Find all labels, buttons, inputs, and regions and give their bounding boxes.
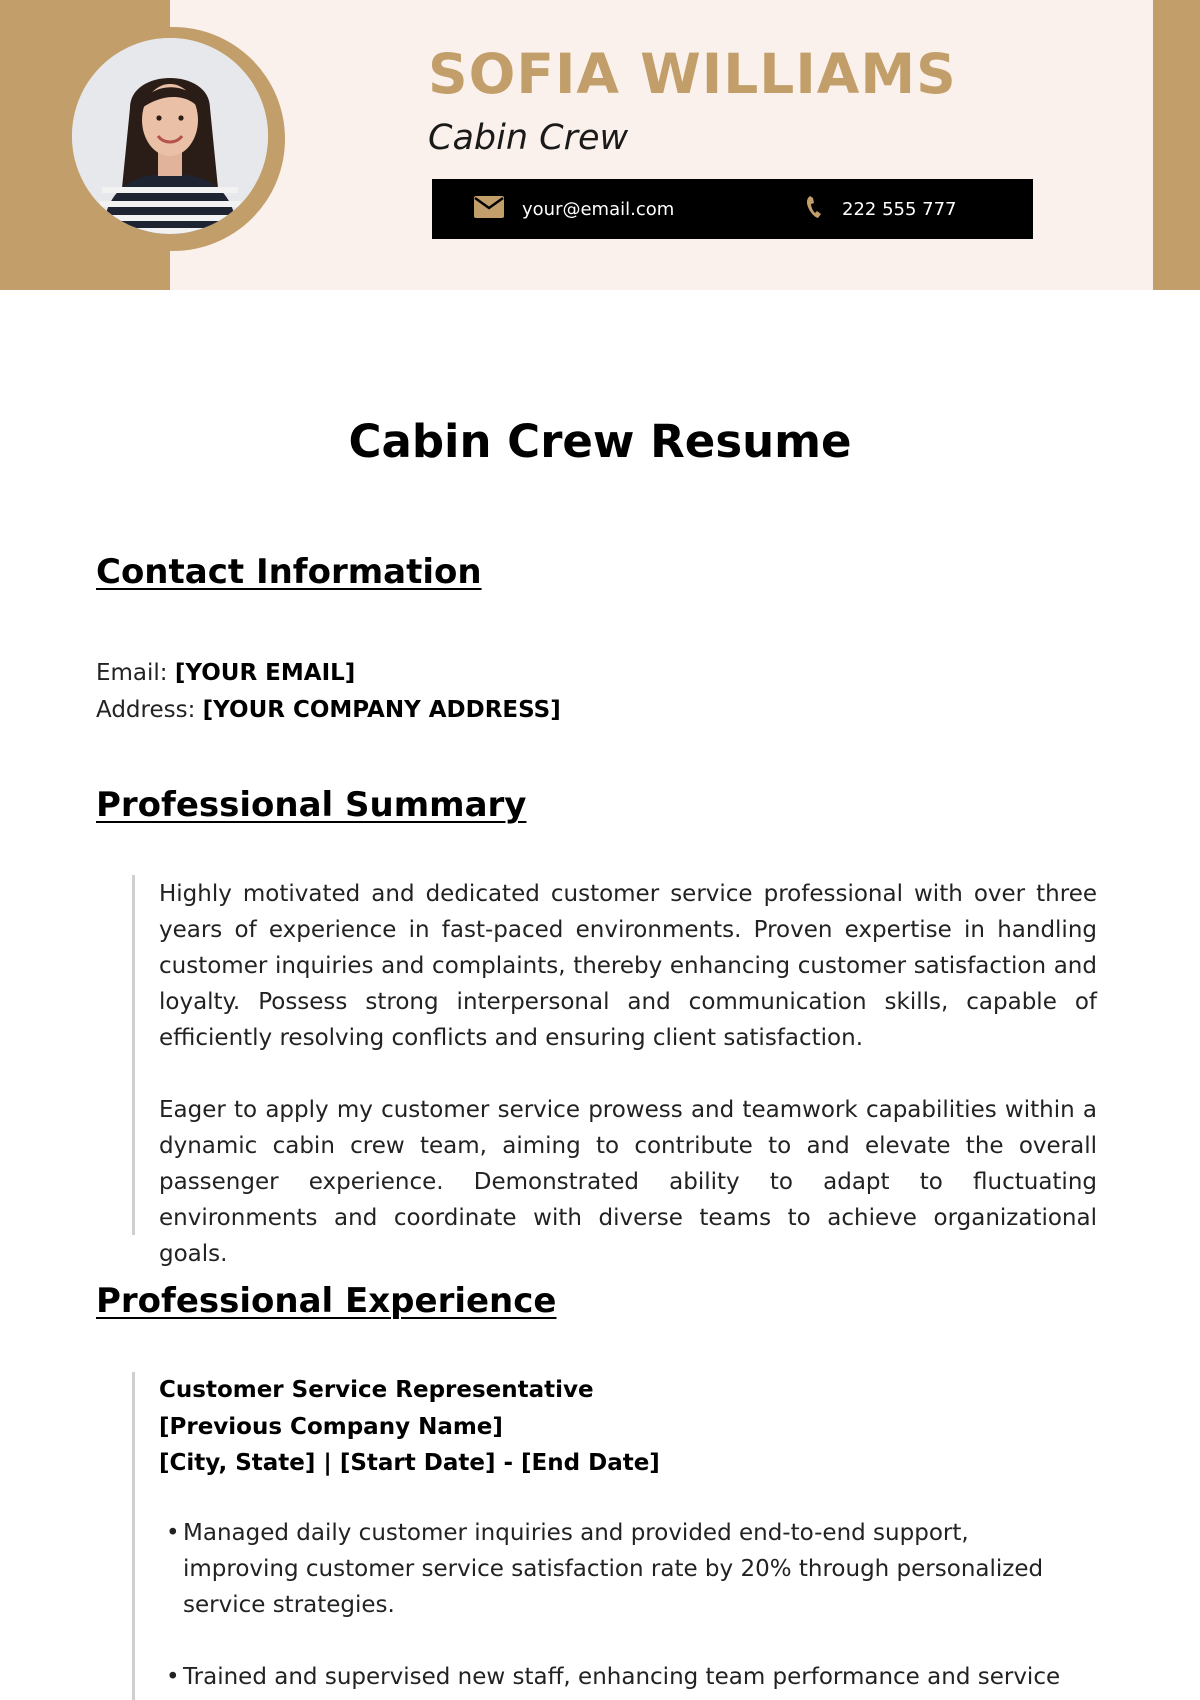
contact-address-line	[96, 692, 561, 729]
contact-bar-email[interactable]	[474, 179, 674, 239]
job-entry	[159, 1372, 660, 1482]
job-bullets	[166, 1515, 1066, 1700]
experience-quote-bar	[132, 1372, 135, 1700]
summary-quote-bar	[132, 875, 135, 1235]
summary-paragraph-2: Eager to apply my customer service prowess and teamwork capabilities within a dynamic cabin crew team, aiming to contribute to and elevate the overall passenger experience. Demonstrated ability to adapt to fluctuating environments and coordinate with diverse teams to achieve organizational goals.	[159, 1097, 1097, 1267]
profile-photo-illustration	[72, 38, 268, 234]
contact-email-value: [YOUR EMAIL]	[174, 660, 356, 686]
job-bullet-2: • Trained and supervised new staff, enhancing team performance and service	[166, 1659, 1066, 1695]
job-company: [Previous Company Name]	[159, 1413, 503, 1440]
job-bullet-1: • Managed daily customer inquiries and provided end-to-end support, improving customer service satisfaction rate by 20% through personalized service strategies.	[166, 1515, 1066, 1623]
contact-address-value: [YOUR COMPANY ADDRESS]	[202, 697, 561, 723]
section-heading-summary: Professional Summary	[96, 785, 527, 825]
contact-bar	[432, 179, 1033, 239]
contact-email-line	[96, 655, 561, 692]
contact-email-label: Email:	[96, 660, 168, 686]
section-heading-experience: Professional Experience	[96, 1281, 557, 1321]
envelope-icon	[474, 196, 504, 223]
profile-photo	[72, 38, 268, 234]
contact-bar-email-text: your@email.com	[522, 198, 675, 220]
accent-band-right	[1153, 0, 1200, 290]
resume-header	[0, 0, 1200, 290]
job-location-dates: [City, State] | [Start Date] - [End Date]	[159, 1450, 660, 1476]
contact-address-label: Address:	[96, 697, 196, 723]
job-title: Customer Service Representative	[159, 1377, 594, 1403]
candidate-name: SOFIA WILLIAMS	[428, 42, 957, 106]
document-title: Cabin Crew Resume	[348, 415, 852, 468]
contact-bar-phone-text: 222 555 777	[842, 198, 957, 220]
phone-icon	[806, 195, 824, 224]
candidate-role: Cabin Crew	[428, 118, 629, 158]
contact-bar-phone[interactable]	[806, 179, 957, 239]
section-heading-contact: Contact Information	[96, 552, 482, 592]
contact-details	[96, 655, 561, 729]
summary-paragraph-1: Highly motivated and dedicated customer service professional with over three years of experience in fast-paced environments. Proven expertise in handling customer inquiries and complaints, thereby enhancing customer satisfaction and loyalty. Possess strong interpersonal and communication skills, capable of efficiently resolving conflicts and ensuring client satisfaction.	[159, 881, 1097, 1051]
